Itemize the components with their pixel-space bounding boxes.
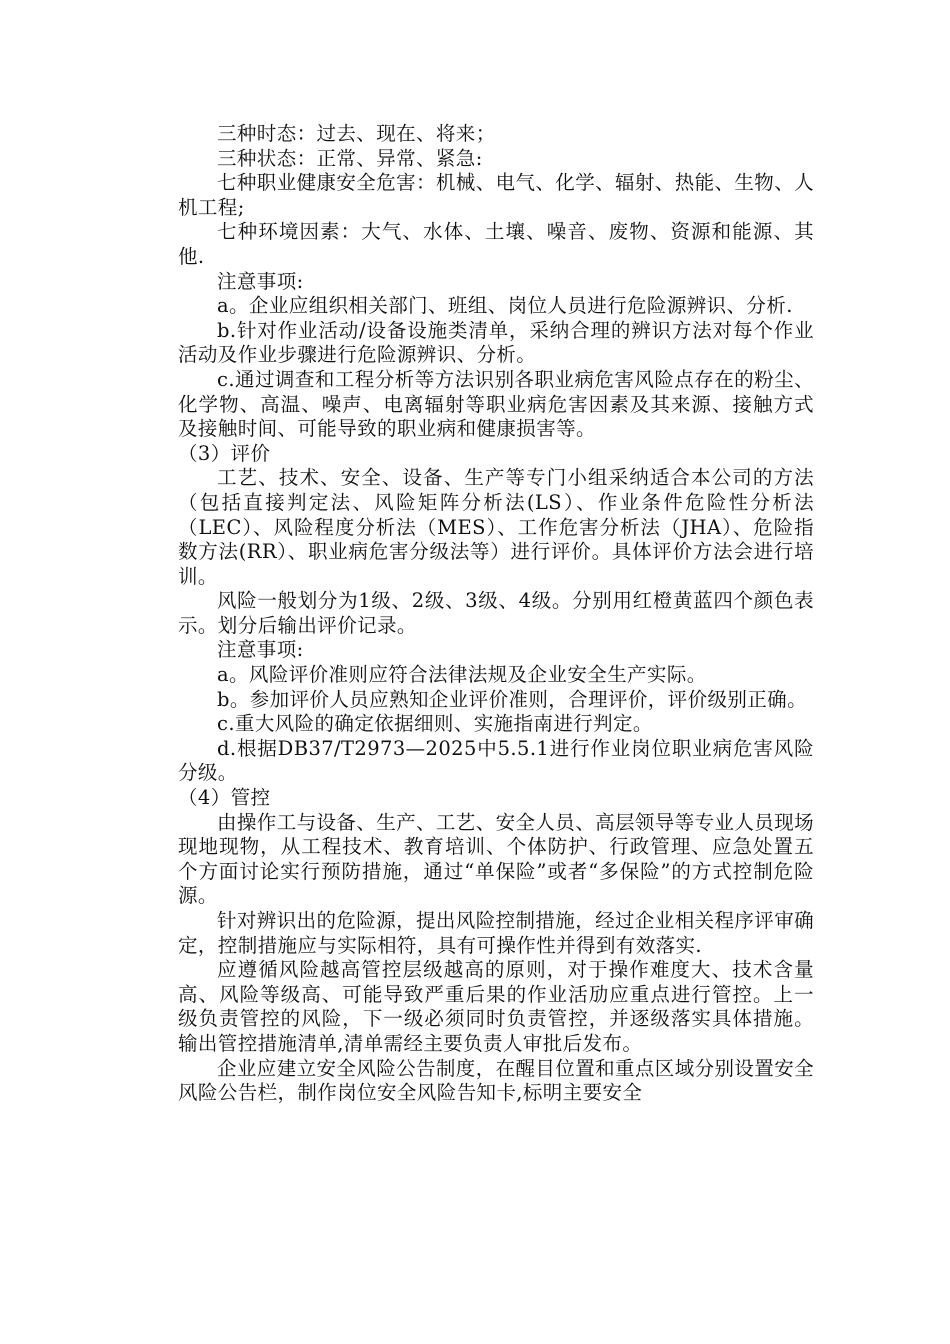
- paragraph-note-a: a。企业应组织相关部门、班组、岗位人员进行危险源辨识、分析.: [217, 294, 793, 318]
- paragraph-seven-hazards: 七种职业健康安全危害：机械、电气、化学、辐射、热能、生物、人机工程;: [178, 171, 815, 219]
- paragraph-three-tenses: 三种时态：过去、现在、将来；: [217, 122, 496, 145]
- paragraph-seven-environment-factors: 七种环境因素：大气、水体、土壤、噪音、废物、资源和能源、其他.: [178, 220, 814, 268]
- section-heading-control: （4）管控: [178, 786, 271, 810]
- paragraph-eval-note-c: c.重大风险的确定依据细则、实施指南进行判定。: [217, 712, 653, 736]
- paragraph-risk-levels: 风险一般划分为1级、2级、3级、4级。分别用红橙黄蓝四个颜色表示。划分后输出评价记录。: [178, 589, 814, 637]
- section-heading-evaluation: （3）评价: [178, 441, 271, 465]
- paragraph-eval-note-a: a。风险评价准则应符合法律法规及企业安全生产实际。: [217, 663, 707, 687]
- paragraph-eval-note-b: b。参加评价人员应熟知企业评价准则，合理评价，评价级别正确。: [217, 687, 807, 711]
- paragraph-notes-heading: 注意事项:: [217, 269, 304, 293]
- paragraph-notes-heading-2: 注意事项:: [217, 638, 304, 662]
- paragraph-eval-note-d: d.根据DB37/T2973—2025中5.5.1进行作业岗位职业病危害风险分级。: [178, 736, 814, 785]
- paragraph-evaluation-methods: 工艺、技术、安全、设备、生产等专门小组采纳适合本公司的方法（包括直接判定法、风险矩阵分析法(LS）、作业条件危险性分析法（LEC）、风险程度分析法（MES）、工作危害分析法（JHA）、危险指数方法(RR）、职业病危害分级法等）进行评价。具体评价方法会进行培训。: [178, 466, 814, 588]
- document-body: [178, 122, 814, 1106]
- paragraph-three-states: 三种状态：正常、异常、紧急:: [217, 146, 483, 170]
- paragraph-note-b: b.针对作业活动/设备设施类清单，采纳合理的辨识方法对每个作业活动及作业步骤进行危险源辨识、分析。: [178, 318, 814, 367]
- paragraph-control-principle: 应遵循风险越高管控层级越高的原则，对于操作难度大、技术含量高、风险等级高、可能导致严重后果的作业活劢应重点进行管控。上一级负责管控的风险，下一级必须同时负责管控，并逐级落实具体措施。输出管控措施清单,清单需经主要负责人审批后发布。: [178, 958, 814, 1055]
- paragraph-risk-notice: 企业应建立安全风险公告制度，在醒目位置和重点区域分别设置安全风险公告栏，制作岗位安全风险告知卡,标明主要安全: [178, 1056, 815, 1105]
- paragraph-control-measures: 由操作工与设备、生产、工艺、安全人员、高层领导等专业人员现场现地现物，从工程技术、教育培训、个体防护、行政管理、应急处置五个方面讨论实行预防措施，通过“单保险”或者“多保险”的方式控制危险源。: [178, 810, 815, 908]
- paragraph-control-review: 针对辨识出的危险源，提出风险控制措施，经过企业相关程序评审确定，控制措施应与实际相符，具有可操作性并得到有效落实.: [178, 909, 815, 957]
- paragraph-note-c: c.通过调查和工程分析等方法识别各职业病危害风险点存在的粉尘、化学物、高温、噪声、电离辐射等职业病危害因素及其来源、接触方式及接触时间、可能导致的职业病和健康损害等。: [178, 367, 814, 441]
